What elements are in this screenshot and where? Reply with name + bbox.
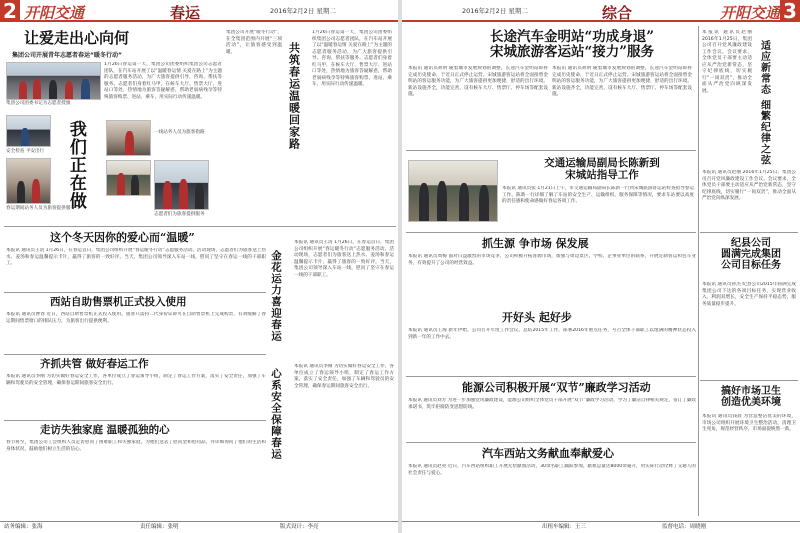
column-divider xyxy=(698,26,699,516)
vtitle-transport: 金花运力喜迎春运 xyxy=(270,250,283,342)
right-page xyxy=(402,0,800,533)
footer-editor: 站务编辑：张海 xyxy=(4,524,43,530)
column-safety-body: 本报讯 通讯员李刚 为切实做好春运安全工作，各单位成立了春运领导小组，制定了春运工作方案，落实了安全责任，加强了车辆和驾驶员的安全管理，确保春运期间旅客安全出行。 xyxy=(294,364,394,389)
photo-service xyxy=(106,160,151,196)
story-body: 本报讯 通讯员赵亮 近日，汽车西站组织职工开展无偿献血活动，30余名职工踊跃参加，献血总量达8000余毫升，用实际行动诠释了交通人的社会责任与爱心。 xyxy=(408,464,696,476)
story-title: 走访失独家庭 温暖孤独的心 xyxy=(40,424,170,436)
column-intro: 集团公司开展“暖冬行动”，在全集团范围内开展“三项活动”，让旅客感受到温暖。 xyxy=(226,30,282,55)
story-title: 西站自助售票机正式投入使用 xyxy=(50,296,187,308)
vtitle-discipline: 适应新常态 细繁纪律之弦 xyxy=(758,40,770,166)
lead-title: 让爱走出心向何 xyxy=(24,29,130,47)
right-page-footer xyxy=(402,521,800,533)
divider xyxy=(4,226,396,227)
right-page-header xyxy=(402,0,800,22)
photo-volunteers xyxy=(154,160,209,210)
story-body: 本报讯 通讯员刘芳 为进一步加强党风廉政建设，能源公司组织全体党员干部开展“双节”廉政学习活动，学习了廉洁自律相关规定，签订了廉政承诺书，筑牢拒腐防变思想防线。 xyxy=(408,398,696,410)
story-title: 抓生源 争市场 保发展 xyxy=(482,237,589,250)
footer-hotline: 监督电话：周晓刚 xyxy=(662,524,707,530)
story-body: 春节将至，集团公司工会组织人员走访慰问了困难职工和失独家庭，为他们送去了慰问金和慰问品，并详细询问了他们的生活和身体状况，鼓励他们树立生活的信心。 xyxy=(6,440,266,452)
story-title: 开好头 起好步 xyxy=(502,311,572,324)
divider xyxy=(406,150,696,151)
footer-editor: 责任编辑：张明 xyxy=(140,524,179,530)
photo-caption: 一线站务人员为旅客指路 xyxy=(154,130,205,135)
divider xyxy=(406,232,696,233)
section-title: 春运 xyxy=(170,4,201,22)
photo-guidance xyxy=(106,120,151,156)
issue-date: 2016年2月2日 星期二 xyxy=(462,7,528,15)
story-title: 汽车西站文务献血奉献爱心 xyxy=(482,447,614,460)
story-body: 本报讯 通讯员周梅 面对日益激烈的市场竞争，公司积极开拓客源市场，加强与周边景区、学校、企事业单位的联系，开展定制客运和包车业务，有效提升了公司的经营效益。 xyxy=(408,254,696,266)
footer-editor: 出租车编辑：王三 xyxy=(542,524,587,530)
lead-body: 1月26日春运第一天，集团公司团委组织集团公司志愿者团队，在汽车站开展了以“温暖春运情 关爱在路上”为主题的志愿者服务活动，为广大旅客提供引导、咨询、帮扶等服务。志愿者们身着红马甲，在候车大厅、售票大厅、进站口等处，热情地为旅客答疑解惑，帮助老弱病残孕等特殊旅客购票、进站、乘车，用实际行动传递温暖。 xyxy=(104,62,222,100)
sidebar-title: 搞好市场卫生 创造优美环境 xyxy=(721,386,781,408)
photo-caption: 集团公司团委书记为志愿者授旗 xyxy=(6,101,71,106)
divider xyxy=(700,232,798,233)
footer-designer: 版式设计：李亮 xyxy=(280,524,319,530)
divider xyxy=(406,442,696,443)
photo-safety xyxy=(6,115,51,147)
sidebar-title: 纪县公司 圆满完成集团 公司目标任务 xyxy=(721,238,781,271)
story-body: 本报讯 通讯员张 1月21日上午，市交通运输局副局长陈新一行到宋城旅游客运站检查指导春运工作。陈新一行详细了解了车站的安全生产、运输组织、服务保障等情况，要求车站要以高度的责任感和使命感做好春运各项工作。 xyxy=(502,186,694,205)
section-title: 综合 xyxy=(602,4,633,22)
story-title: 齐抓共管 做好春运工作 xyxy=(40,358,149,370)
vtitle-safety: 心系安全保障春运 xyxy=(270,368,283,460)
divider xyxy=(4,292,266,293)
left-page xyxy=(0,0,398,533)
sidebar-body: 本报讯 通讯员钱晨 为营造整洁优美的环境，市场公司组织开展环境卫生整治活动，清理卫生死角，规范经营秩序，市场面貌焕然一新。 xyxy=(702,414,796,433)
vtitle-we-are-doing: 我们正在做 xyxy=(65,120,86,210)
newspaper-brand: 开阳交通 xyxy=(720,4,781,22)
divider xyxy=(4,420,266,421)
photo-hall xyxy=(6,158,51,204)
story-title: 能源公司积极开展“双节”廉政学习活动 xyxy=(462,381,651,394)
lead-title: 长途汽车金明站“功成身退” 宋城旅游客运站“接力”服务 xyxy=(489,29,655,60)
sidebar-body: 本报讯 通讯员赵丽 2016年1月25日，集团公司召开党风廉政建设工作会议。会议要求，全体党员干部要主动适应从严治党新常态，坚守纪律底线，切实履行“一岗双责”，推动全面从严治党向纵深发展。 xyxy=(702,170,796,202)
story-body: 本报讯 通讯员李刚 为切实做好春运安全工作，各单位成立了春运领导小组，制定了春运工作方案，落实了安全责任，加强了车辆和驾驶员的安全管理，确保春运期间旅客安全出行。 xyxy=(6,374,266,386)
vtitle-warm-journey: 共筑春运温暖回家路 xyxy=(287,42,301,150)
column-warm-journey-body: 1月26日春运第一天，集团公司团委组织集团公司志愿者团队，在汽车站开展了以“温暖春运情 关爱在路上”为主题的志愿者服务活动，为广大旅客提供引导、咨询、帮扶等服务。志愿者们身着红马甲，在候车大厅、售票大厅、进站口等处，热情地为旅客答疑解惑，帮助老弱病残孕等特殊旅客购票、进站、乘车，用实际行动传递温暖。 xyxy=(312,30,392,88)
story-title: 交通运输局副局长陈新到 宋城站指导工作 xyxy=(544,157,660,181)
photo-inspection xyxy=(408,160,498,222)
newspaper-brand: 开阳交通 xyxy=(24,4,85,22)
story-body: 本报讯 通讯员王清 1月26日，在春运首日，集团公司组织开展“春运暖冬行动”志愿服务活动。活动现场，志愿者们为旅客送上热水、姜汤和春运温馨提示卡片，赢得了旅客的一致好评。当天，集团公司领导深入车站一线，慰问了坚守在春运一线的干部职工。 xyxy=(6,248,266,267)
story-body: 本报讯 通讯员王海 新年伊始，公司召开年度工作会议，总结2015年工作，部署2016年重点任务，号召全体干部职工以饱满的精神状态投入到新一年的工作中去。 xyxy=(408,328,696,340)
photo-caption: 春运期间站务人员为旅客提供服务 xyxy=(6,206,75,211)
left-page-header xyxy=(0,0,398,22)
left-page-footer xyxy=(0,521,398,533)
photo-caption: 安全检查 平安出行 xyxy=(6,149,45,154)
divider xyxy=(406,376,696,377)
sidebar-body: 本报讯 通讯员孙杰 纪县公司2015年圆满完成集团公司下达的各项目标任务，实现营业收入、利润双增长，安全生产保持平稳态势，服务质量稳步提升。 xyxy=(702,282,796,307)
lead-subtitle: 集团公司开展青年志愿者春运“暖冬行动” xyxy=(12,52,122,59)
divider xyxy=(4,354,266,355)
page-number-left: 2 xyxy=(0,0,20,22)
lead-photo xyxy=(6,62,101,100)
lead-body-cont: 本报讯 通讯员胡明 随着城市发展规划的调整，长途汽车金明站即将完成历史使命，于近日正式停止运营。宋城旅游客运站将全面接替金明站的客运服务功能，为广大旅客提供更加便捷、舒适的出行环境。新站设施齐全，功能完善，设有候车大厅、售票厅、停车场等配套设施。 xyxy=(552,66,692,98)
story-body: 本报讯 通讯员曹春 近日，西站自助售票机正式投入使用。旅客只需持二代身份证即可在自助售票机上完成购票，有效缓解了春运期间售票窗口的排队压力，为旅客出行提供便利。 xyxy=(6,312,266,324)
sidebar-body: 本报讯 通讯员赵丽 2016年1月25日，集团公司召开党风廉政建设工作会议。会议要求，全体党员干部要主动适应从严治党新常态，坚守纪律底线，切实履行“一岗双责”，推动全面从严治党向纵深发展。 xyxy=(702,30,752,94)
story-title: 这个冬天因你的爱心而“温暖” xyxy=(50,231,195,244)
lead-body: 本报讯 通讯员胡明 随着城市发展规划的调整，长途汽车金明站即将完成历史使命，于近日正式停止运营。宋城旅游客运站将全面接替金明站的客运服务功能，为广大旅客提供更加便捷、舒适的出行环境。新站设施齐全，功能完善，设有候车大厅、售票厅、停车场等配套设施。 xyxy=(408,66,548,98)
column-transport-body: 本报讯 通讯员王清 1月26日，在春运首日，集团公司组织开展“春运暖冬行动”志愿服务活动。活动现场，志愿者们为旅客送上热水、姜汤和春运温馨提示卡片，赢得了旅客的一致好评。当天，集团公司领导深入车站一线，慰问了坚守在春运一线的干部职工。 xyxy=(294,240,394,278)
page-number-right: 3 xyxy=(780,0,800,22)
photo-caption: 志愿者们为旅客提供服务 xyxy=(154,212,205,217)
divider xyxy=(700,380,798,381)
issue-date: 2016年2月2日 星期二 xyxy=(270,7,336,15)
